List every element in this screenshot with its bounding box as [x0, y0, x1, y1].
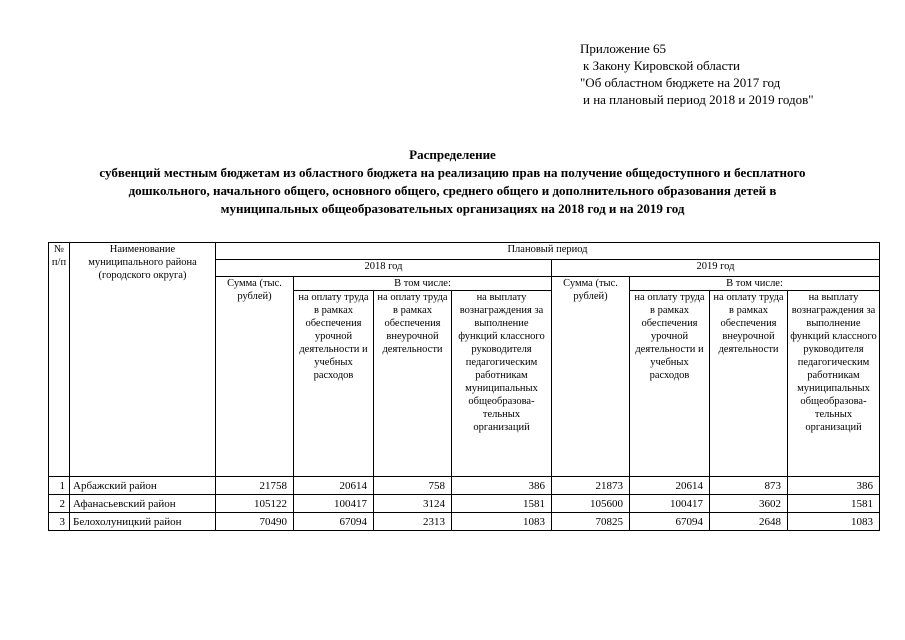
cell-c-2019: 386 — [788, 477, 880, 495]
table-row — [49, 477, 880, 495]
document-title — [20, 146, 885, 218]
cell-sum-2019: 70825 — [552, 513, 630, 531]
cell-c-2018: 1581 — [452, 495, 552, 513]
header-col-a-2019: на оплату труда в рамках обеспечения урочной деятельности и учебных расходов — [630, 291, 710, 477]
row-number: 2 — [49, 495, 70, 513]
cell-sum-2018: 21758 — [216, 477, 294, 495]
appendix-line: к Закону Кировской области — [583, 58, 740, 73]
header-col-b-2018: на оплату труда в рамках обеспечения внеурочной деятельности — [374, 291, 452, 477]
cell-sum-2018: 105122 — [216, 495, 294, 513]
appendix-line: Приложение 65 — [580, 41, 667, 56]
subsidy-table — [48, 242, 880, 531]
header-planned-period: Плановый период — [216, 243, 880, 260]
cell-c-2018: 386 — [452, 477, 552, 495]
header-year-2019: 2019 год — [552, 260, 880, 277]
title-line: муниципальных общеобразовательных организациях на 2018 год и на 2019 год — [220, 201, 685, 216]
title-line: Распределение — [409, 147, 496, 162]
header-sum-2018: Сумма (тыс. рублей) — [216, 277, 294, 477]
cell-c-2018: 1083 — [452, 513, 552, 531]
cell-a-2018: 100417 — [294, 495, 374, 513]
row-district: Белохолуницкий район — [70, 513, 216, 531]
appendix-line: "Об областном бюджете на 2017 год — [580, 75, 781, 90]
cell-a-2019: 100417 — [630, 495, 710, 513]
cell-a-2018: 20614 — [294, 477, 374, 495]
header-including-2018: В том числе: — [294, 277, 552, 291]
cell-sum-2018: 70490 — [216, 513, 294, 531]
cell-c-2019: 1083 — [788, 513, 880, 531]
header-name: Наименование муниципального района (городского округа) — [70, 243, 216, 477]
cell-b-2019: 873 — [710, 477, 788, 495]
row-number: 1 — [49, 477, 70, 495]
cell-b-2018: 2313 — [374, 513, 452, 531]
row-number: 3 — [49, 513, 70, 531]
header-including-2019: В том числе: — [630, 277, 880, 291]
cell-a-2019: 67094 — [630, 513, 710, 531]
cell-sum-2019: 21873 — [552, 477, 630, 495]
appendix-note — [580, 40, 814, 108]
cell-a-2019: 20614 — [630, 477, 710, 495]
appendix-line: и на плановый период 2018 и 2019 годов" — [583, 92, 814, 107]
header-col-c-2019: на выплату вознаграждения за выполнение функций классного руководителя педагогическим работникам муниципальных общеобразова-тельных организаций — [788, 291, 880, 477]
header-sum-2019: Сумма (тыс. рублей) — [552, 277, 630, 477]
cell-b-2019: 3602 — [710, 495, 788, 513]
cell-c-2019: 1581 — [788, 495, 880, 513]
cell-a-2018: 67094 — [294, 513, 374, 531]
row-district: Арбажский район — [70, 477, 216, 495]
row-district: Афанасьевский район — [70, 495, 216, 513]
cell-sum-2019: 105600 — [552, 495, 630, 513]
header-num: № п/п — [49, 243, 70, 477]
header-col-c-2018: на выплату вознаграждения за выполнение функций классного руководителя педагогическим работникам муниципальных общеобразова-тельных организаций — [452, 291, 552, 477]
table-row — [49, 513, 880, 531]
cell-b-2018: 3124 — [374, 495, 452, 513]
cell-b-2019: 2648 — [710, 513, 788, 531]
title-line: дошкольного, начального общего, основного общего, среднего общего и дополнительного образования детей в — [128, 183, 777, 198]
header-col-a-2018: на оплату труда в рамках обеспечения урочной деятельности и учебных расходов — [294, 291, 374, 477]
title-line: субвенций местным бюджетам из областного бюджета на реализацию прав на получение общедоступного и бесплатного — [99, 165, 806, 180]
cell-b-2018: 758 — [374, 477, 452, 495]
header-year-2018: 2018 год — [216, 260, 552, 277]
header-col-b-2019: на оплату труда в рамках обеспечения внеурочной деятельности — [710, 291, 788, 477]
table-row — [49, 495, 880, 513]
